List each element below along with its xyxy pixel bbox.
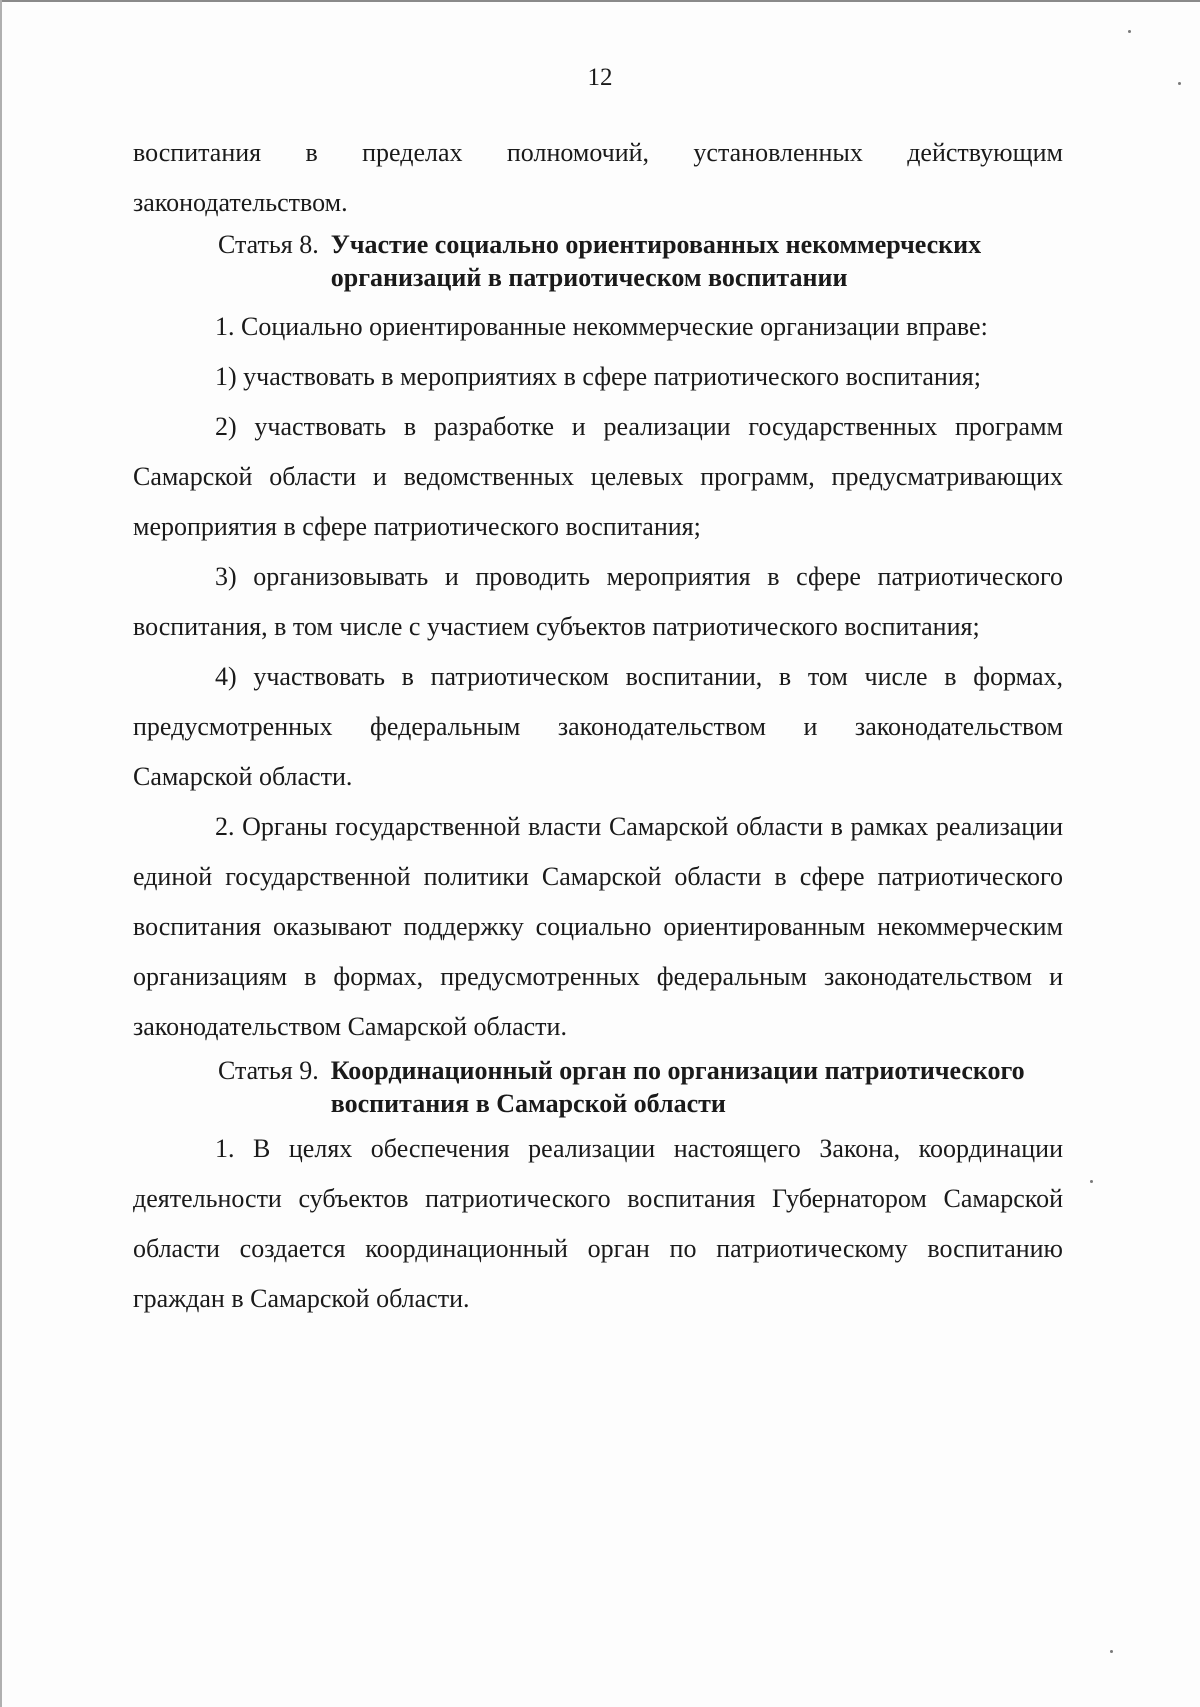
- article-8-paragraph: 4) участвовать в патриотическом воспитании, в том числе в формах, предусмотренных федеральным законодательством и законодательством Самарской области.: [133, 662, 1063, 791]
- scan-left-edge: [0, 0, 2, 1707]
- article-8-paragraph: 2. Органы государственной власти Самарской области в рамках реализации единой государственной политики Самарской области в сфере патриотического воспитания оказывают поддержку социально ориентированным некоммерческим организациям в формах, предусмотренных федеральным законодательством и законодательством Самарской области.: [133, 812, 1063, 1041]
- article-8-paragraph: 1. Социально ориентированные некоммерческие организации вправе:: [215, 312, 988, 341]
- article-9-heading: [133, 1054, 1063, 1120]
- page-number: 12: [587, 64, 613, 91]
- article-8-title: Участие социально ориентированных некоммерческих организаций в патриотическом воспитании: [330, 230, 982, 292]
- scan-speck: [1128, 30, 1131, 33]
- paragraph-continuation: воспитания в пределах полномочий, установленных действующим законодательством.: [133, 138, 1063, 217]
- article-8-paragraph: 2) участвовать в разработке и реализации государственных программ Самарской области и ведомственных целевых программ, предусматривающих мероприятия в сфере патриотического воспитания;: [133, 412, 1063, 541]
- article-9-paragraph: 1. В целях обеспечения реализации настоящего Закона, координации деятельности субъектов патриотического воспитания Губернатором Самарской области создается координационный орган по патриотическому воспитанию граждан в Самарской области.: [133, 1134, 1063, 1313]
- scan-speck: [1110, 1650, 1113, 1653]
- article-9-label: Статья 9.: [218, 1056, 319, 1085]
- article-8-paragraph: 1) участвовать в мероприятиях в сфере патриотического воспитания;: [215, 362, 981, 391]
- article-8-paragraph: 3) организовывать и проводить мероприятия в сфере патриотического воспитания, в том числе с участием субъектов патриотического воспитания;: [133, 562, 1063, 641]
- document-body: [133, 128, 1063, 1324]
- scan-speck: [1090, 1180, 1093, 1183]
- article-8-label: Статья 8.: [218, 230, 319, 259]
- scan-speck: [1178, 82, 1181, 85]
- scan-top-edge: [0, 0, 1200, 2]
- article-8-heading: [133, 228, 1063, 294]
- article-9-title: Координационный орган по организации патриотического воспитания в Самарской области: [330, 1056, 1025, 1118]
